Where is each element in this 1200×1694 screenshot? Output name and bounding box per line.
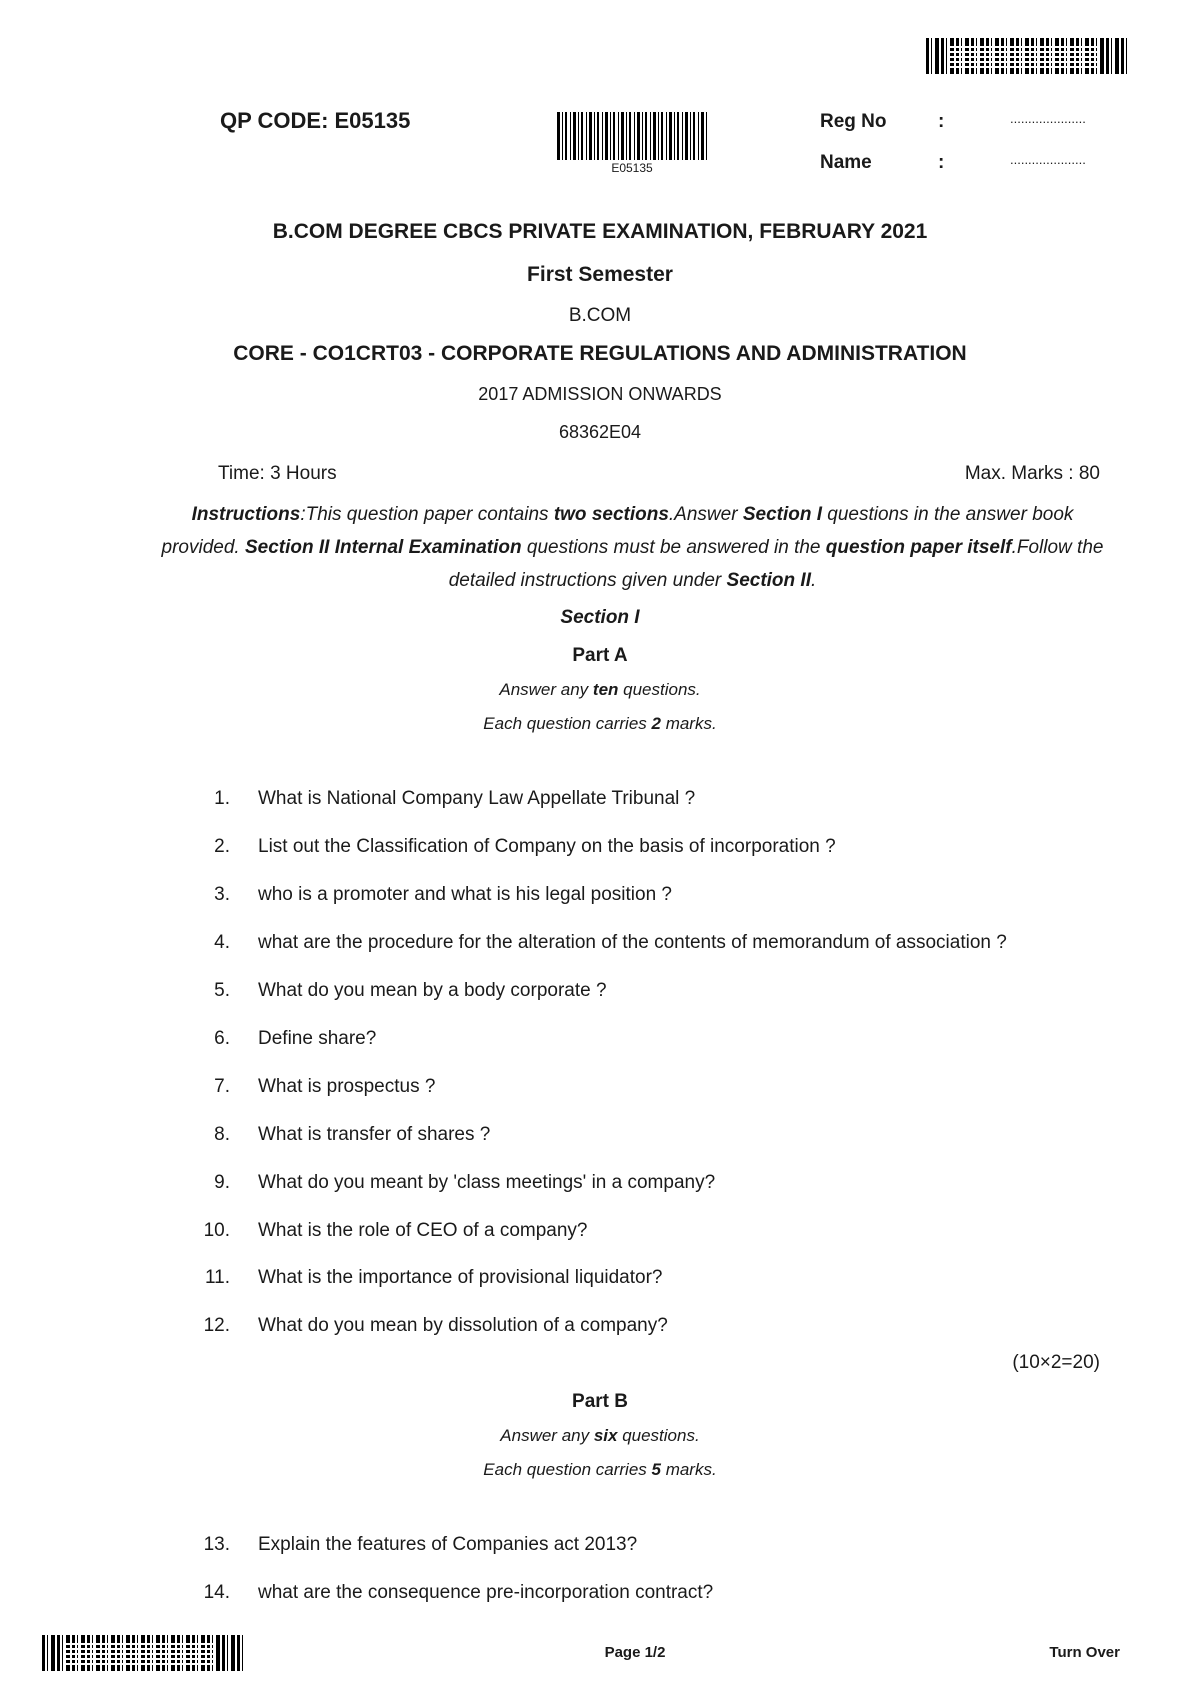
qp-code: QP CODE: E05135 (220, 108, 411, 133)
part-b-instruction-1 (0, 1426, 1200, 1446)
name-colon: : (938, 152, 945, 173)
instructions-emph: Section I (742, 504, 823, 525)
instructions-text: .Answer (668, 504, 743, 525)
header-qr-code (926, 38, 1128, 74)
question-text: What do you mean by dissolution of a company? (258, 1315, 668, 1336)
question-number: 14. (203, 1582, 230, 1603)
reg-no-field[interactable]: ..................... (1010, 111, 1086, 126)
question-number: 2. (214, 836, 230, 857)
page-number: Page 1/2 (604, 1644, 666, 1661)
instruction-text: questions. (618, 680, 701, 699)
instruction-text: Answer any (500, 1426, 594, 1445)
question-number: 12. (203, 1315, 230, 1336)
semester: First Semester (527, 263, 673, 286)
instructions-text: questions in the answer book provided. (161, 504, 1074, 558)
question-number: 6. (214, 1028, 230, 1049)
instruction-text: questions. (617, 1426, 700, 1445)
question-text: What is transfer of shares ? (258, 1124, 491, 1145)
question-text: What is National Company Law Appellate Tribunal ? (258, 788, 696, 809)
instruction-emph: 2 (651, 714, 661, 733)
part-b-title: Part B (572, 1391, 628, 1412)
instruction-text: Each question carries (483, 714, 652, 733)
instructions-emph: Section II (726, 570, 811, 591)
question-text: what are the consequence pre-incorporation contract? (258, 1582, 714, 1603)
question-text: What is prospectus ? (258, 1076, 436, 1097)
question-text: Explain the features of Companies act 2013? (258, 1534, 638, 1555)
instruction-text: Each question carries (483, 1460, 652, 1479)
instruction-emph: six (593, 1426, 618, 1445)
instructions-text: :This question paper contains (300, 504, 554, 525)
instruction-text: marks. (660, 714, 717, 733)
question-text: List out the Classification of Company on the basis of incorporation ? (258, 836, 836, 857)
instruction-text: Answer any (499, 680, 593, 699)
question-text: who is a promoter and what is his legal position ? (258, 884, 673, 905)
instruction-text: marks. (660, 1460, 717, 1479)
question-number: 4. (214, 932, 230, 953)
part-a-instruction-2 (0, 714, 1200, 734)
question-text: Define share? (258, 1028, 377, 1049)
question-number: 11. (204, 1267, 230, 1288)
question-number: 7. (214, 1076, 230, 1097)
question-number: 10. (203, 1220, 230, 1241)
instructions-text: questions must be answered in the (521, 537, 826, 558)
question-number: 1. (214, 788, 230, 809)
admission: 2017 ADMISSION ONWARDS (478, 384, 722, 404)
name-field[interactable]: ..................... (1010, 152, 1086, 167)
reg-no-label: Reg No (820, 111, 887, 132)
question-text: What is the importance of provisional liquidator? (258, 1267, 663, 1288)
question-text: what are the procedure for the alteration of the contents of memorandum of association ? (258, 932, 1007, 953)
turn-over: Turn Over (1049, 1644, 1120, 1661)
question-number: 5. (214, 980, 230, 1001)
paper-code: 68362E04 (558, 422, 642, 442)
instructions-text: . (810, 570, 817, 591)
question-text: What is the role of CEO of a company? (258, 1220, 588, 1241)
reg-no-colon: : (938, 111, 945, 132)
center-barcode (557, 112, 707, 160)
instructions (160, 498, 1105, 597)
part-b-instruction-2 (0, 1460, 1200, 1480)
part-a-instruction-1 (0, 680, 1200, 700)
course-title: CORE - CO1CRT03 - CORPORATE REGULATIONS AND ADMINISTRATION (233, 342, 967, 365)
instructions-emph: two sections (553, 504, 669, 525)
footer-qr-code (42, 1635, 244, 1671)
section-title: Section I (560, 607, 640, 628)
barcode-caption: E05135 (611, 161, 653, 175)
exam-title: B.COM DEGREE CBCS PRIVATE EXAMINATION, FEBRUARY 2021 (272, 220, 928, 243)
time: Time: 3 Hours (218, 463, 337, 484)
instructions-text: .Follow the detailed instructions given under (448, 537, 1104, 591)
instruction-emph: 5 (651, 1460, 661, 1479)
question-number: 3. (214, 884, 230, 905)
part-a-marks: (10×2=20) (1012, 1352, 1100, 1373)
instructions-label: Instructions (191, 504, 301, 525)
question-text: What do you mean by a body corporate ? (258, 980, 607, 1001)
question-number: 13. (203, 1534, 230, 1555)
max-marks: Max. Marks : 80 (964, 463, 1100, 484)
part-a-title: Part A (572, 645, 628, 666)
programme: B.COM (568, 305, 632, 326)
instruction-emph: ten (592, 680, 619, 699)
name-label: Name (820, 152, 872, 173)
question-text: What do you meant by 'class meetings' in a company? (258, 1172, 716, 1193)
question-number: 9. (214, 1172, 230, 1193)
instructions-emph: question paper itself (825, 537, 1012, 558)
question-number: 8. (214, 1124, 230, 1145)
instructions-emph: Section II Internal Examination (244, 537, 522, 558)
